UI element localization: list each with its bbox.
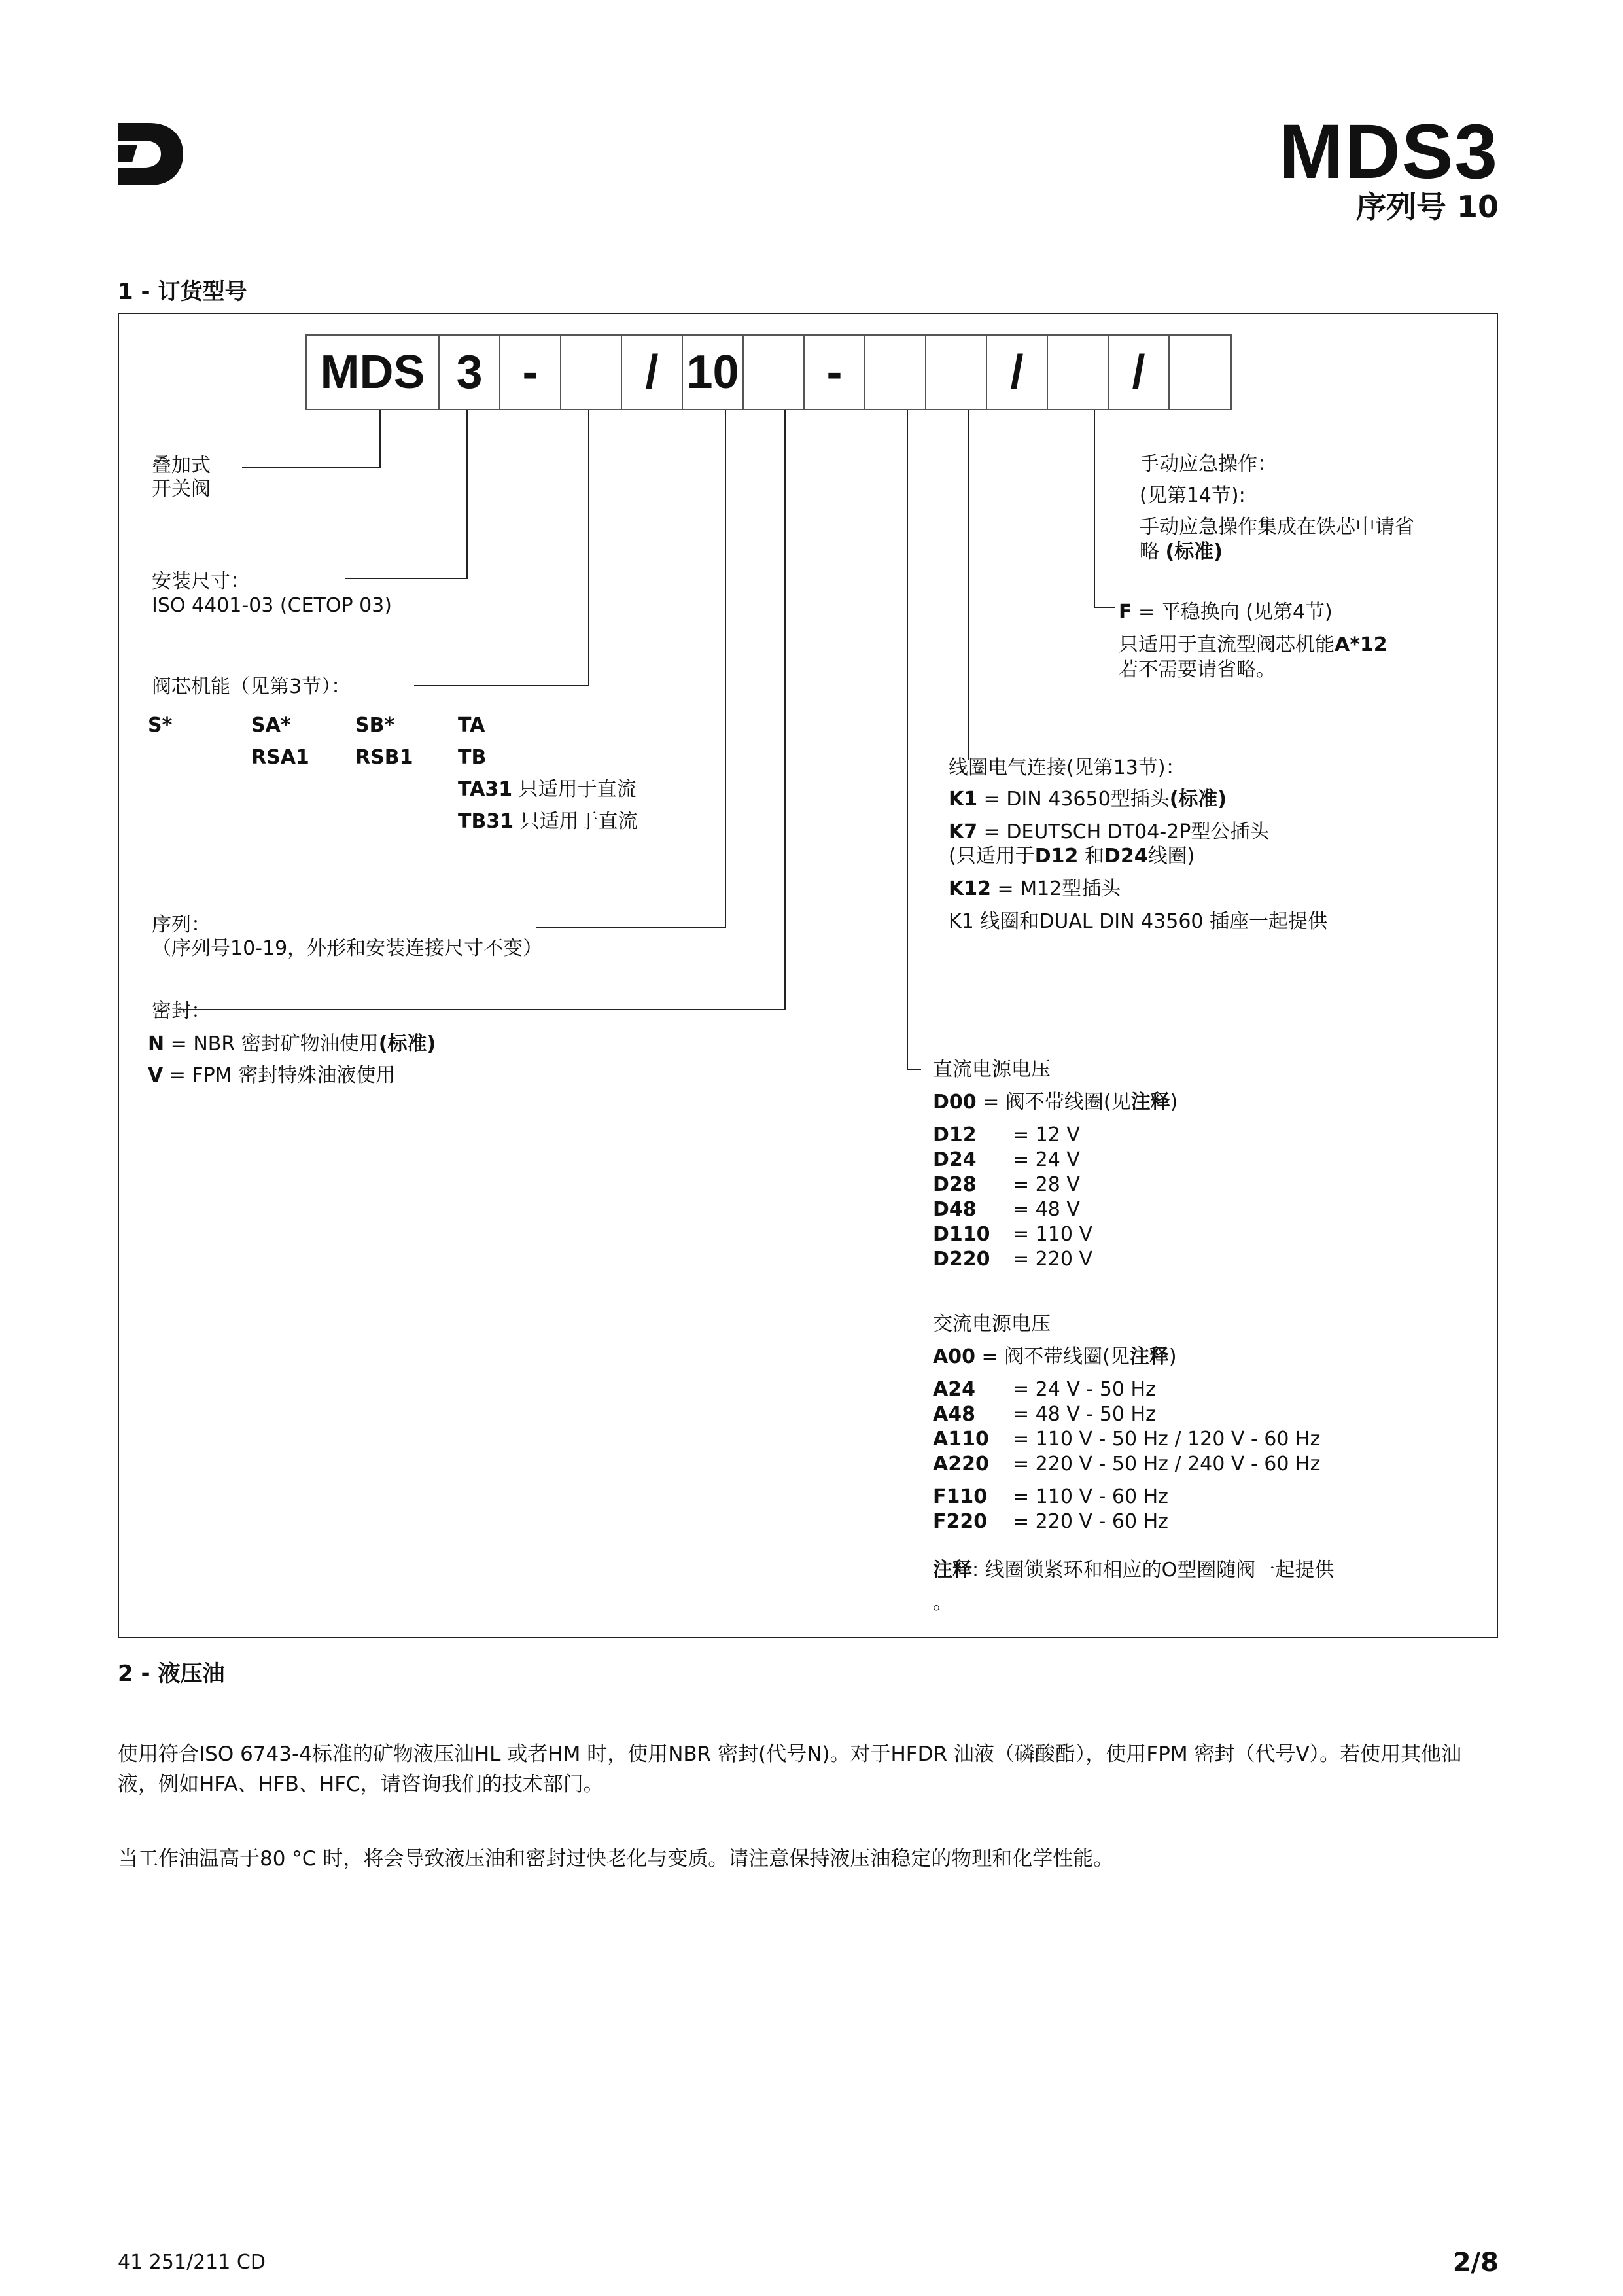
k7-note-code: D24 <box>1104 845 1148 868</box>
seal-code: V <box>148 1064 164 1087</box>
series-note: （序列号10-19，外形和安装连接尺寸不变） <box>152 937 543 960</box>
voltage-code: A48 <box>933 1403 975 1426</box>
dc-voltage-label: 直流电源电压 <box>933 1058 1051 1081</box>
code-cell: 3 <box>440 336 500 409</box>
voltage-code: D12 <box>933 1123 977 1146</box>
spool-code: RSA1 <box>251 746 309 769</box>
note-tag: 注释 <box>1129 1345 1169 1368</box>
k7-note-text: 线圈) <box>1147 845 1195 868</box>
voltage-value: = 48 V - 50 Hz <box>1013 1403 1156 1426</box>
seal-code: N <box>148 1033 165 1055</box>
soft-shift-code: F <box>1119 601 1132 624</box>
seal-option-v <box>148 1064 395 1087</box>
voltage-value: = 220 V - 60 Hz <box>1013 1510 1168 1533</box>
connection-k7 <box>949 821 1269 844</box>
logo-d-icon <box>118 123 183 185</box>
seals-label: 密封： <box>152 1000 211 1023</box>
code-cell: MDS <box>307 336 440 409</box>
valve-type-line-2: 开关阀 <box>152 478 211 501</box>
code-cell <box>561 336 622 409</box>
connection-code: K1 <box>949 788 978 811</box>
voltage-code: A110 <box>933 1428 989 1451</box>
code-cell: / <box>987 336 1048 409</box>
code-cell <box>1170 336 1230 409</box>
spool-row-tb31 <box>458 810 638 834</box>
manual-override-desc-2 <box>1140 540 1223 564</box>
page-number: 2/8 <box>1452 2248 1499 2278</box>
voltage-text: ) <box>1168 1345 1177 1368</box>
k7-note-text: (只适用于 <box>949 845 1035 868</box>
coil-note-end: 。 <box>933 1591 952 1614</box>
spool-code: SB* <box>355 714 395 737</box>
connection-code: K12 <box>949 877 991 900</box>
series-label: 序列号 10 <box>1355 189 1499 224</box>
voltage-code: F110 <box>933 1485 988 1508</box>
k7-note-code: D12 <box>1034 845 1079 868</box>
voltage-code: D110 <box>933 1223 990 1246</box>
section-2-title: 2 - 液压油 <box>118 1661 225 1687</box>
voltage-text: ) <box>1170 1091 1178 1114</box>
spool-code: TB31 <box>458 810 514 833</box>
dc-voltage-item <box>933 1248 1092 1271</box>
connection-k1 <box>949 788 1227 811</box>
ac-voltage-label: 交流电源电压 <box>933 1313 1051 1335</box>
document-number: 41 251/211 CD <box>118 2251 266 2274</box>
spool-code: TB <box>458 746 487 769</box>
standard-tag: (标准) <box>1165 540 1223 563</box>
voltage-value: = 220 V <box>1013 1248 1092 1271</box>
seal-text: = FPM 密封特殊油液使用 <box>163 1064 396 1087</box>
manual-override-ref: (见第14节): <box>1140 484 1246 507</box>
connection-code: K7 <box>949 821 978 843</box>
voltage-code: A24 <box>933 1378 975 1401</box>
voltage-value: = 28 V <box>1013 1173 1080 1196</box>
spool-code: TA31 <box>458 778 513 801</box>
voltage-code: D48 <box>933 1198 977 1221</box>
manual-override-label: 手动应急操作： <box>1140 453 1277 476</box>
connection-label: 线圈电气连接(见第13节)： <box>949 756 1185 779</box>
code-cell: - <box>805 336 865 409</box>
ordering-code-cells <box>305 334 1232 410</box>
spool-code: TA <box>458 714 485 737</box>
voltage-code: D28 <box>933 1173 977 1196</box>
voltage-text: = 阀不带线圈(见 <box>975 1345 1130 1368</box>
voltage-value: = 110 V - 60 Hz <box>1013 1485 1168 1508</box>
seal-text: = NBR 密封矿物油使用 <box>164 1033 379 1055</box>
voltage-value: = 24 V - 50 Hz <box>1013 1378 1156 1401</box>
spool-note: 只适用于直流 <box>518 778 637 801</box>
soft-shift-note-2: 若不需要请省略。 <box>1119 658 1276 681</box>
mounting-value: ISO 4401-03 (CETOP 03) <box>152 594 392 617</box>
voltage-code: A220 <box>933 1453 989 1475</box>
spool-code: SA* <box>251 714 291 737</box>
series-label: 序列： <box>152 913 211 936</box>
voltage-value: = 110 V <box>1013 1223 1092 1246</box>
coil-note <box>933 1559 1334 1582</box>
spool-row-ta31 <box>458 778 637 802</box>
standard-tag: (标准) <box>378 1033 436 1055</box>
valve-type-line-1: 叠加式 <box>152 454 211 477</box>
voltage-text: = 阀不带线圈(见 <box>976 1091 1131 1114</box>
ac-voltage-item <box>933 1378 1156 1402</box>
ac-voltage-item <box>933 1485 1168 1509</box>
code-cell: 10 <box>683 336 744 409</box>
voltage-value: = 12 V <box>1013 1123 1080 1146</box>
ac-voltage-item <box>933 1428 1320 1451</box>
note-label: 注释 <box>933 1559 972 1581</box>
product-title: MDS3 <box>1279 109 1499 195</box>
note-text: : 线圈锁紧环和相应的O型圈随阀一起提供 <box>972 1559 1335 1581</box>
spool-label: 阀芯机能（见第3节）： <box>152 675 351 698</box>
connection-text: = DIN 43650型插头 <box>977 788 1170 811</box>
voltage-value: = 24 V <box>1013 1148 1080 1171</box>
ac-voltage-item <box>933 1510 1168 1534</box>
voltage-code: D220 <box>933 1248 990 1271</box>
section-1-title: 1 - 订货型号 <box>118 279 247 305</box>
ac-voltage-item <box>933 1453 1320 1476</box>
soft-shift-note <box>1119 633 1387 657</box>
connection-k12 <box>949 877 1121 901</box>
mounting-label: 安装尺寸： <box>152 570 250 593</box>
manual-override-desc-text: 略 <box>1140 540 1166 563</box>
seal-option-n <box>148 1033 436 1056</box>
note-tag: 注释 <box>1130 1091 1170 1114</box>
voltage-code: A00 <box>933 1345 975 1368</box>
standard-tag: (标准) <box>1169 788 1227 811</box>
ac-voltage-item <box>933 1403 1156 1426</box>
dc-voltage-item <box>933 1223 1092 1246</box>
spool-code: RSB1 <box>355 746 413 769</box>
soft-shift-text: = 平稳换向 (见第4节) <box>1132 601 1333 624</box>
hydraulic-fluid-paragraph-1: 使用符合ISO 6743-4标准的矿物液压油HL 或者HM 时，使用NBR 密封(代号N)。对于HFDR 油液（磷酸酯），使用FPM 密封（代号V）。若使用其他油液，例如HFA、HFB、HFC，请咨询我们的技术部门。 <box>118 1742 1462 1796</box>
connection-text: = DEUTSCH DT04-2P型公插头 <box>977 821 1270 843</box>
code-cell: / <box>1109 336 1170 409</box>
spool-code: S* <box>148 714 173 737</box>
voltage-value: = 220 V - 50 Hz / 240 V - 60 Hz <box>1013 1453 1321 1475</box>
dc-voltage-item <box>933 1173 1080 1197</box>
dc-voltage-item <box>933 1198 1080 1222</box>
voltage-code: F220 <box>933 1510 988 1533</box>
dc-voltage-item <box>933 1123 1080 1147</box>
hydraulic-fluid-paragraph-2: 当工作油温高于80 °C 时，将会导致液压油和密封过快老化与变质。请注意保持液压油稳定的物理和化学性能。 <box>118 1847 1114 1871</box>
company-logo <box>118 123 183 185</box>
dc-voltage-item <box>933 1148 1080 1172</box>
code-cell <box>926 336 987 409</box>
spool-note: 只适用于直流 <box>519 810 638 833</box>
connection-k1-dual: K1 线圈和DUAL DIN 43560 插座一起提供 <box>949 910 1328 933</box>
code-cell <box>865 336 926 409</box>
k7-note-text: 和 <box>1078 845 1104 868</box>
soft-shift-option <box>1119 601 1333 624</box>
code-cell: - <box>500 336 561 409</box>
dc-d00 <box>933 1091 1178 1114</box>
voltage-value: = 110 V - 50 Hz / 120 V - 60 Hz <box>1013 1428 1321 1451</box>
voltage-code: D24 <box>933 1148 977 1171</box>
soft-shift-note-text: 只适用于直流型阀芯机能 <box>1119 633 1335 656</box>
manual-override-desc: 手动应急操作集成在铁芯中请省 <box>1140 516 1414 539</box>
code-cell <box>744 336 805 409</box>
voltage-value: = 48 V <box>1013 1198 1080 1221</box>
code-cell: / <box>622 336 683 409</box>
soft-shift-spool: A*12 <box>1335 633 1387 656</box>
connection-text: = M12型插头 <box>991 877 1121 900</box>
ac-a00 <box>933 1345 1177 1369</box>
code-cell <box>1048 336 1109 409</box>
connection-k7-note <box>949 845 1195 868</box>
voltage-code: D00 <box>933 1091 977 1114</box>
